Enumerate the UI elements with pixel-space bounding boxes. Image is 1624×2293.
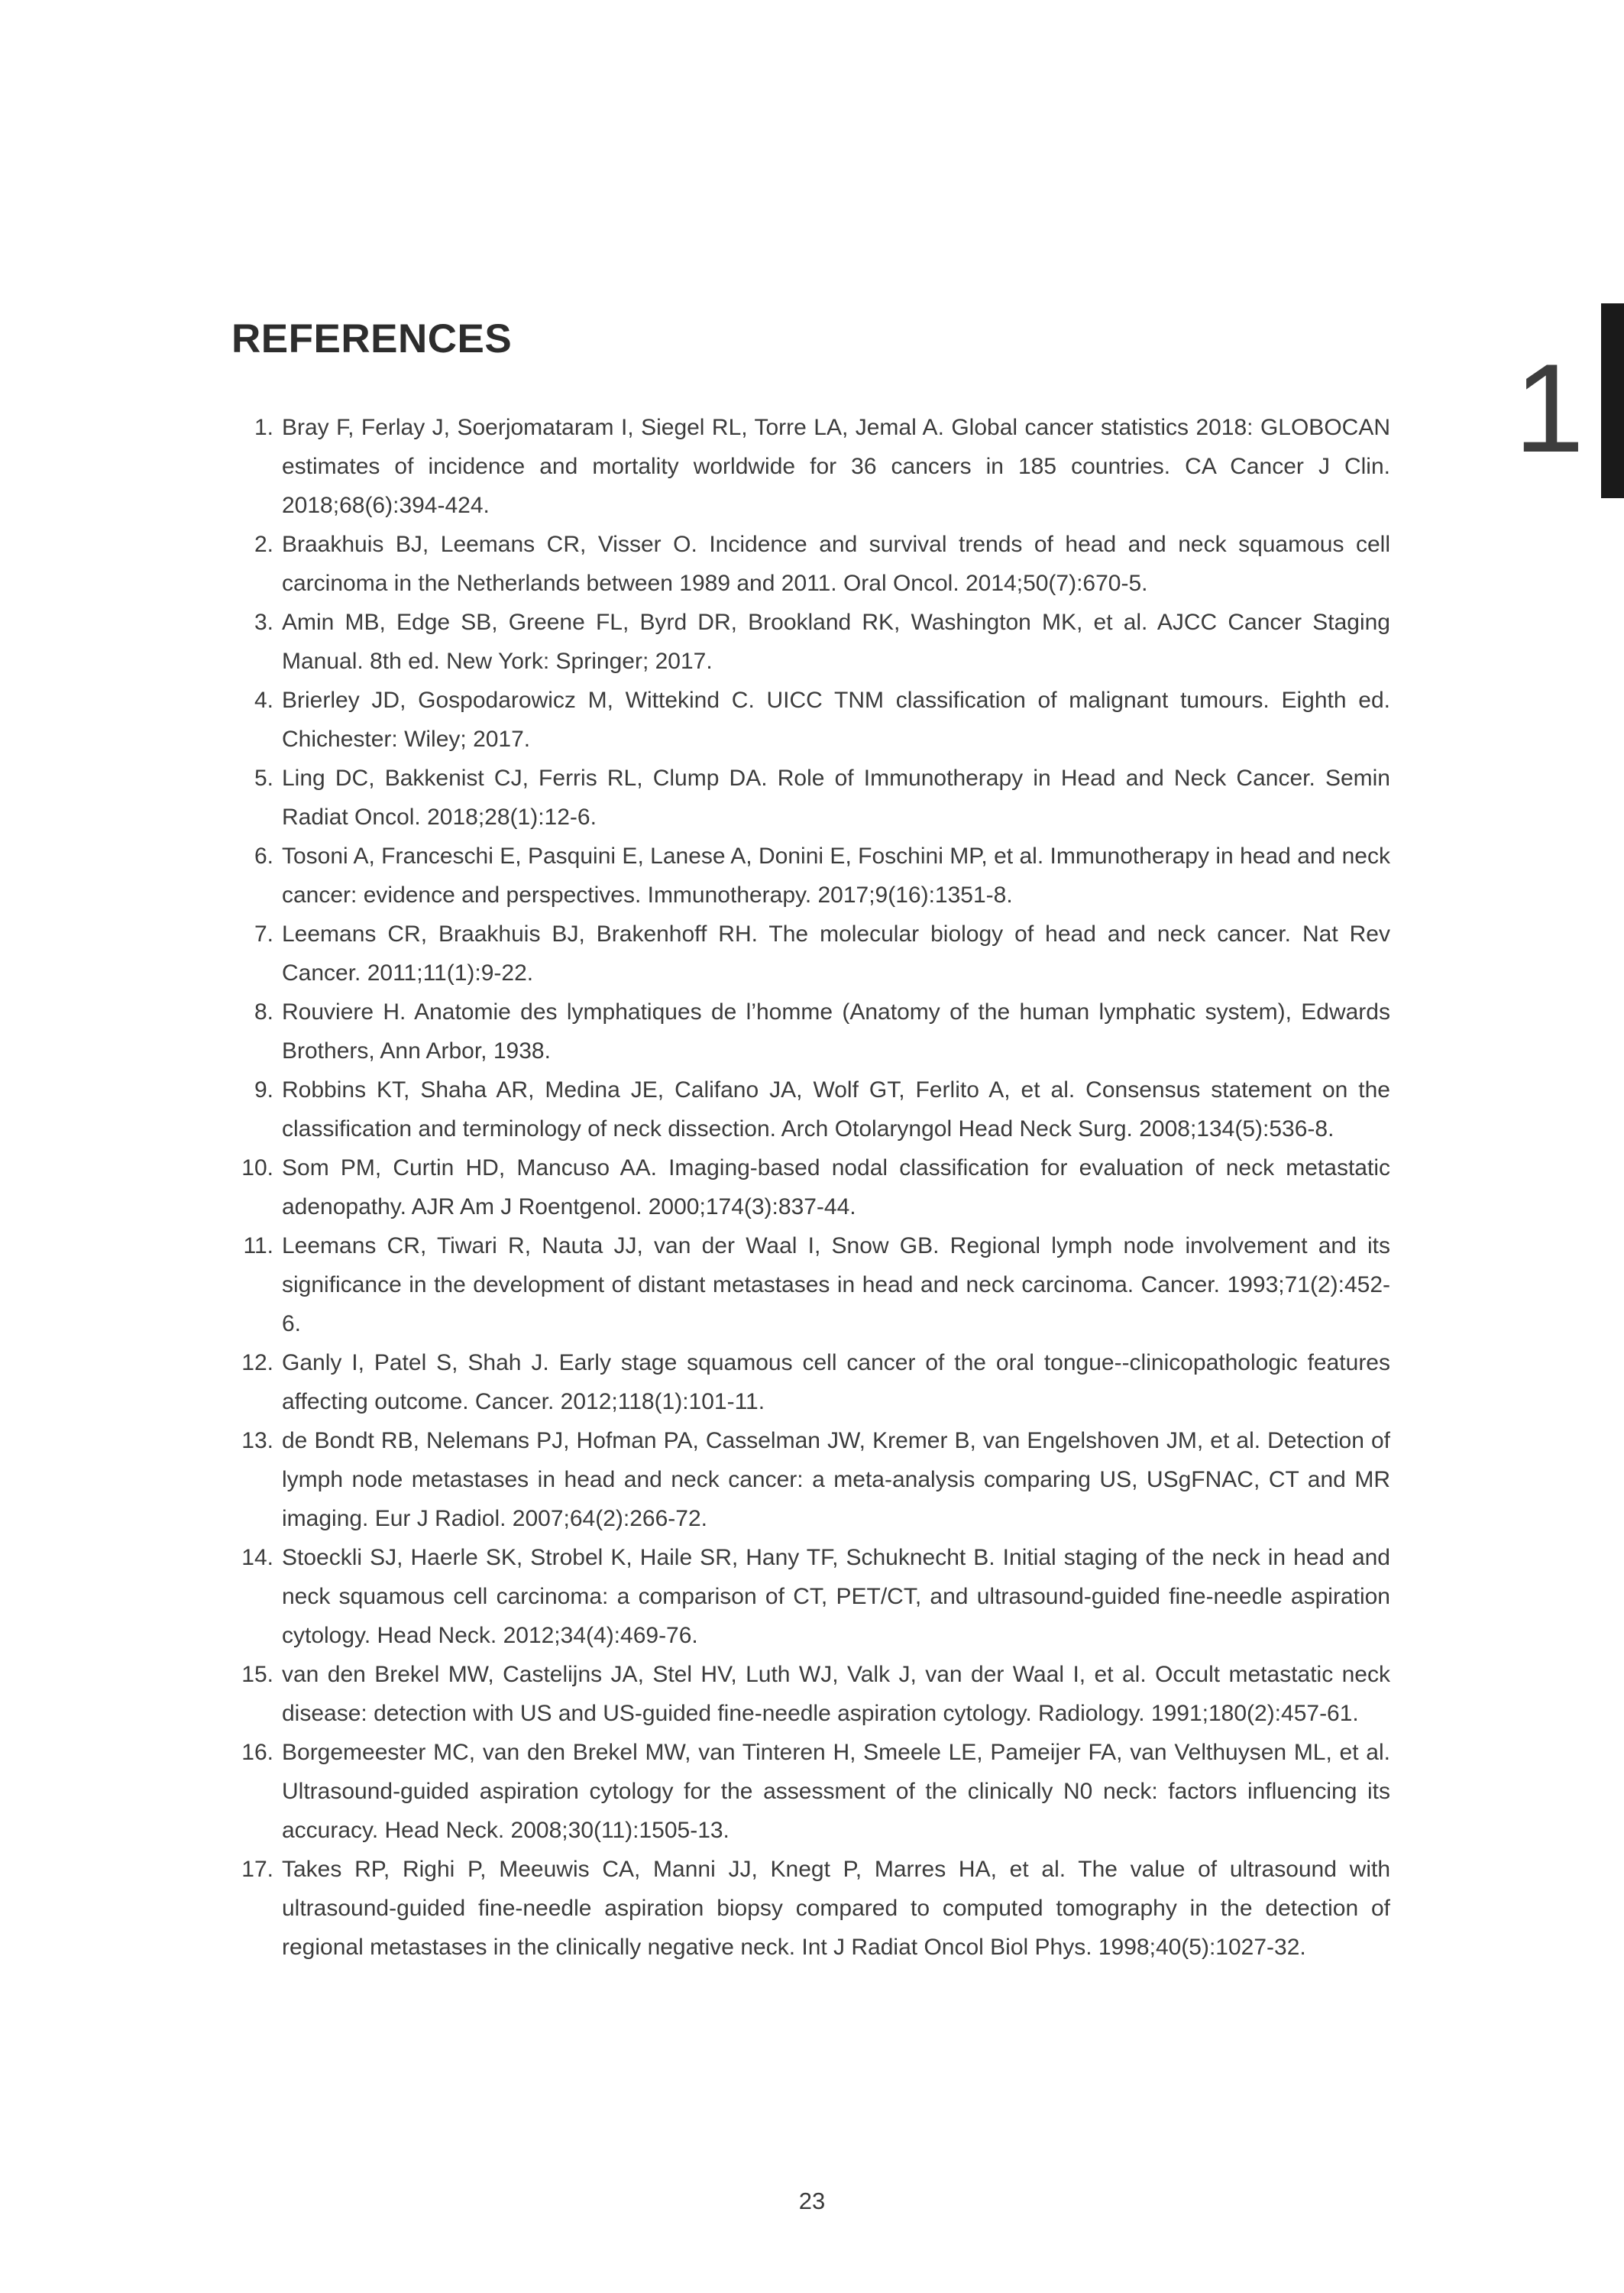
reference-item xyxy=(231,759,1390,837)
reference-number: 17. xyxy=(241,1857,273,1882)
reference-item xyxy=(231,525,1390,603)
reference-text: Borgemeester MC, van den Brekel MW, van Tinteren H, Smeele LE, Pameijer FA, van Velthuysen ML, et al. Ultrasound-guided aspiration cytology for the assessment of the clinically N0 neck: factors influencing its accuracy. Head Neck. 2008;30(11):1505-13. xyxy=(282,1740,1390,1843)
reference-number: 7. xyxy=(254,921,273,947)
reference-text: Ling DC, Bakkenist CJ, Ferris RL, Clump DA. Role of Immunotherapy in Head and Neck Cancer. Semin Radiat Oncol. 2018;28(1):12-6. xyxy=(282,766,1390,830)
reference-number: 12. xyxy=(241,1350,273,1375)
reference-text: Som PM, Curtin HD, Mancuso AA. Imaging-based nodal classification for evaluation of neck metastatic adenopathy. AJR Am J Roentgenol. 2000;174(3):837-44. xyxy=(282,1155,1390,1219)
reference-text: Amin MB, Edge SB, Greene FL, Byrd DR, Brookland RK, Washington MK, et al. AJCC Cancer Staging Manual. 8th ed. New York: Springer; 2017. xyxy=(282,610,1390,674)
reference-number: 5. xyxy=(254,766,273,791)
reference-item xyxy=(231,1343,1390,1421)
reference-item xyxy=(231,1538,1390,1655)
page-title: REFERENCES xyxy=(231,316,513,361)
reference-item xyxy=(231,603,1390,681)
reference-item xyxy=(231,1226,1390,1343)
reference-number: 6. xyxy=(254,844,273,869)
chapter-number: 1 xyxy=(1514,338,1584,478)
reference-text: Stoeckli SJ, Haerle SK, Strobel K, Haile SR, Hany TF, Schuknecht B. Initial staging of the neck in head and neck squamous cell carcinoma: a comparison of CT, PET/CT, and ultrasound-guided fine-needle aspiration cytology. Head Neck. 2012;34(4):469-76. xyxy=(282,1545,1390,1648)
reference-number: 1. xyxy=(254,415,273,440)
reference-text: Rouviere H. Anatomie des lymphatiques de l’homme (Anatomy of the human lymphatic system), Edwards Brothers, Ann Arbor, 1938. xyxy=(282,999,1390,1064)
reference-text: Braakhuis BJ, Leemans CR, Visser O. Incidence and survival trends of head and neck squamous cell carcinoma in the Netherlands between 1989 and 2011. Oral Oncol. 2014;50(7):670-5. xyxy=(282,532,1390,596)
reference-number: 8. xyxy=(254,999,273,1025)
page-number: 23 xyxy=(798,2188,826,2214)
reference-item xyxy=(231,1655,1390,1733)
reference-item xyxy=(231,1421,1390,1538)
reference-text: Leemans CR, Tiwari R, Nauta JJ, van der Waal I, Snow GB. Regional lymph node involvement and its significance in the development of distant metastases in head and neck carcinoma. Cancer. 1993;71(2):452-6. xyxy=(282,1233,1390,1336)
reference-number: 9. xyxy=(254,1077,273,1103)
reference-item xyxy=(231,1850,1390,1967)
reference-item xyxy=(231,837,1390,915)
reference-text: Bray F, Ferlay J, Soerjomataram I, Siegel RL, Torre LA, Jemal A. Global cancer statistics 2018: GLOBOCAN estimates of incidence and mortality worldwide for 36 cancers in 185 countries. CA Cancer J Clin. 2018;68(6):394-424. xyxy=(282,415,1390,518)
reference-text: Brierley JD, Gospodarowicz M, Wittekind C. UICC TNM classification of malignant tumours. Eighth ed. Chichester: Wiley; 2017. xyxy=(282,688,1390,752)
reference-number: 4. xyxy=(254,688,273,713)
reference-number: 11. xyxy=(243,1233,273,1258)
reference-text: Robbins KT, Shaha AR, Medina JE, Califano JA, Wolf GT, Ferlito A, et al. Consensus statement on the classification and terminology of neck dissection. Arch Otolaryngol Head Neck Surg. 2008;134(5):536-8. xyxy=(282,1077,1390,1142)
reference-number: 13. xyxy=(241,1428,273,1453)
reference-number: 14. xyxy=(241,1545,273,1570)
reference-number: 15. xyxy=(241,1662,273,1687)
reference-item xyxy=(231,408,1390,525)
reference-number: 10. xyxy=(241,1155,273,1181)
reference-item xyxy=(231,681,1390,759)
reference-text: Leemans CR, Braakhuis BJ, Brakenhoff RH. The molecular biology of head and neck cancer. Nat Rev Cancer. 2011;11(1):9-22. xyxy=(282,921,1390,986)
reference-item xyxy=(231,993,1390,1070)
reference-text: de Bondt RB, Nelemans PJ, Hofman PA, Casselman JW, Kremer B, van Engelshoven JM, et al. Detection of lymph node metastases in head and neck cancer: a meta-analysis comparing US, USgFNAC, CT and MR imaging. Eur J Radiol. 2007;64(2):266-72. xyxy=(282,1428,1390,1531)
reference-item xyxy=(231,1070,1390,1148)
reference-text: Ganly I, Patel S, Shah J. Early stage squamous cell cancer of the oral tongue--clinicopathologic features affecting outcome. Cancer. 2012;118(1):101-11. xyxy=(282,1350,1390,1414)
reference-text: van den Brekel MW, Castelijns JA, Stel HV, Luth WJ, Valk J, van der Waal I, et al. Occult metastatic neck disease: detection with US and US-guided fine-needle aspiration cytology. Radiology. 1991;180(2):457-61. xyxy=(282,1662,1390,1726)
reference-item xyxy=(231,915,1390,993)
reference-text: Tosoni A, Franceschi E, Pasquini E, Lanese A, Donini E, Foschini MP, et al. Immunotherapy in head and neck cancer: evidence and perspectives. Immunotherapy. 2017;9(16):1351-8. xyxy=(282,844,1390,908)
reference-number: 16. xyxy=(241,1740,273,1765)
references-list xyxy=(231,408,1390,1967)
reference-item xyxy=(231,1733,1390,1850)
chapter-tab-bar xyxy=(1601,303,1624,498)
reference-text: Takes RP, Righi P, Meeuwis CA, Manni JJ, Knegt P, Marres HA, et al. The value of ultrasound with ultrasound-guided fine-needle aspiration biopsy compared to computed tomography in the detection of regional metastases in the clinically negative neck. Int J Radiat Oncol Biol Phys. 1998;40(5):1027-32. xyxy=(282,1857,1390,1960)
reference-item xyxy=(231,1148,1390,1226)
reference-number: 2. xyxy=(254,532,273,557)
reference-number: 3. xyxy=(254,610,273,635)
